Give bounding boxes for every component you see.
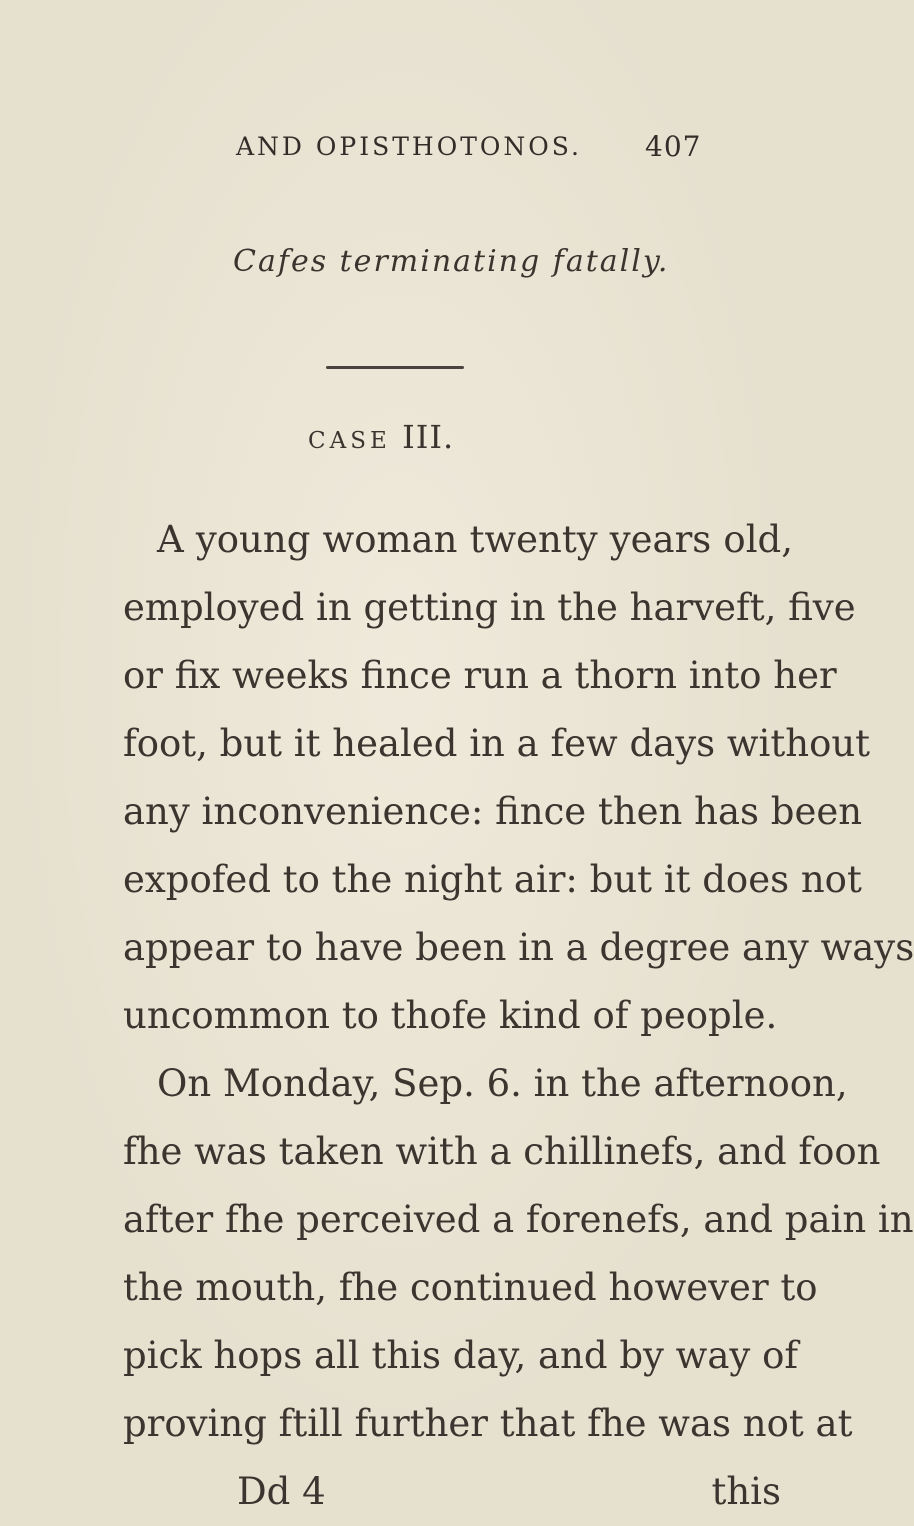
signature-mark: Dd 4 bbox=[237, 1470, 326, 1513]
text-line: proving ftill further that fhe was not at bbox=[123, 1402, 853, 1445]
footer-line bbox=[123, 1458, 793, 1526]
section-title: Cafes terminating fatally. bbox=[233, 244, 670, 279]
text-line: On Monday, Sep. 6. in the afternoon, bbox=[157, 1062, 848, 1105]
text-line: fhe was taken with a chillinefs, and foon bbox=[123, 1130, 881, 1173]
body-text bbox=[123, 506, 914, 1526]
text-line: A young woman twenty years old, bbox=[157, 518, 793, 561]
running-head: AND OPISTHOTONOS. bbox=[236, 132, 582, 161]
text-line: or fix weeks fince run a thorn into her bbox=[123, 654, 837, 697]
text-line: after fhe perceived a forenefs, and pain in bbox=[123, 1198, 914, 1241]
case-heading bbox=[308, 418, 454, 456]
ornamental-rule bbox=[326, 366, 464, 369]
text-line: uncommon to thofe kind of people. bbox=[123, 994, 778, 1037]
text-line: expofed to the night air: but it does not bbox=[123, 858, 862, 901]
case-label: CASE bbox=[308, 428, 391, 454]
page-number: 407 bbox=[645, 130, 702, 163]
text-line: appear to have been in a degree any ways bbox=[123, 926, 914, 969]
text-line: pick hops all this day, and by way of bbox=[123, 1334, 799, 1377]
case-number: III. bbox=[402, 418, 455, 456]
text-line: employed in getting in the harveft, five bbox=[123, 586, 856, 629]
text-line: foot, but it healed in a few days without bbox=[123, 722, 871, 765]
text-line: the mouth, fhe continued however to bbox=[123, 1266, 818, 1309]
catchword: this bbox=[711, 1470, 781, 1513]
text-line: any inconvenience: fince then has been bbox=[123, 790, 863, 833]
